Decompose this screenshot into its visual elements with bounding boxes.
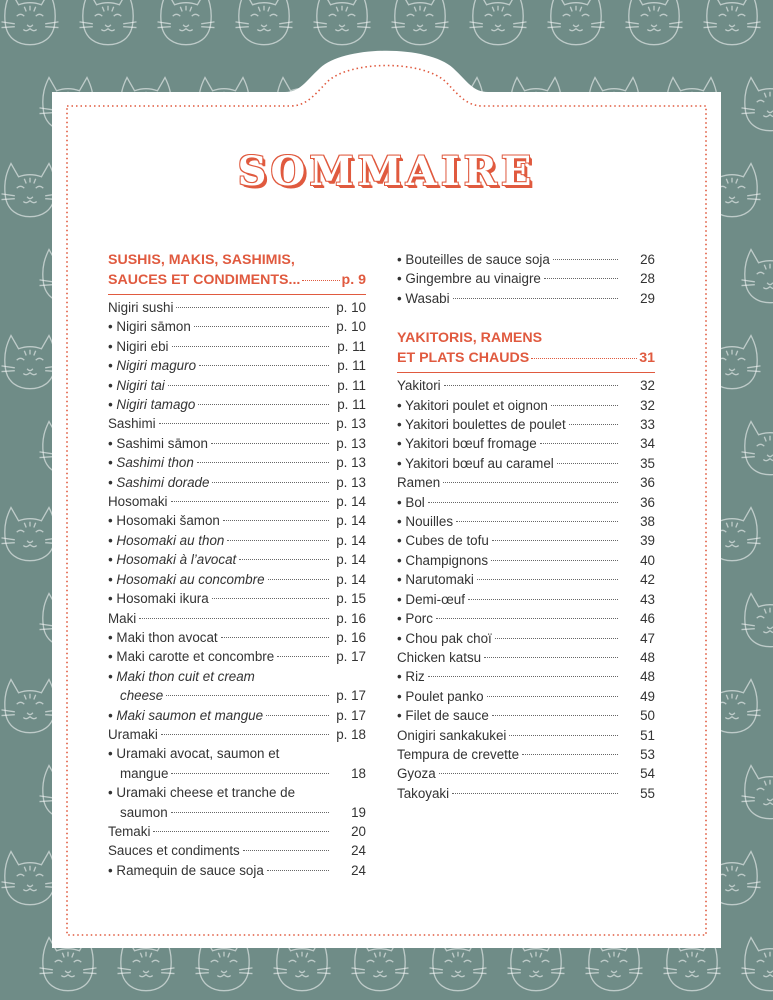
toc-page-number: p. 18 — [336, 726, 366, 742]
toc-page-number: 32 — [640, 397, 655, 413]
toc-entry-label: Hosomaki — [108, 494, 168, 510]
toc-page-number: p. 17 — [336, 649, 366, 665]
toc-page-number: p. 13 — [336, 435, 366, 451]
toc-page-number: 46 — [640, 611, 655, 627]
toc-entry-label: Nigiri sushi — [108, 300, 174, 315]
section-page-number: p. 9 — [341, 272, 366, 288]
toc-entry — [397, 454, 655, 473]
toc-entry — [108, 609, 366, 628]
toc-entry — [397, 706, 655, 725]
toc-entry-label: • Uramaki cheese et tranche de — [108, 785, 296, 801]
toc-entry-label: • Chou pak choï — [397, 630, 492, 646]
toc-entry-label: • Nigiri maguro — [108, 358, 197, 374]
toc-entry — [397, 687, 655, 706]
toc-entry-label: Tempura de crevette — [397, 746, 520, 762]
toc-entry-label: • Nigiri tai — [108, 377, 165, 393]
toc-left-column — [108, 250, 366, 880]
toc-entry-label: Maki — [108, 610, 137, 626]
toc-entry — [108, 531, 366, 550]
toc-entry — [108, 783, 366, 822]
toc-page-number: 29 — [640, 290, 655, 306]
toc-entry-label: • Yakitori boulettes de poulet — [397, 417, 566, 433]
toc-entry — [108, 395, 366, 414]
toc-entry — [108, 337, 366, 356]
toc-page-number: p. 11 — [337, 358, 366, 374]
toc-page-number: 55 — [640, 785, 655, 801]
toc-page-number: p. 17 — [336, 707, 366, 723]
toc-entry-label: • Nigiri sāmon — [108, 319, 191, 335]
toc-page-number: 20 — [351, 823, 366, 839]
toc-entry-label: Onigiri sankakukei — [397, 727, 507, 743]
toc-entry — [108, 647, 366, 666]
toc-page-number: 42 — [640, 572, 655, 588]
toc-entry — [108, 706, 366, 725]
toc-entry-label: • Hosomaki šamon — [108, 513, 220, 529]
toc-page-number: 48 — [640, 649, 655, 665]
toc-page-number: p. 16 — [336, 610, 366, 626]
section-heading-line2: ET PLATS CHAUDS — [397, 350, 530, 367]
toc-page-number: p. 16 — [336, 629, 366, 645]
toc-entry-label: Sashimi — [108, 416, 156, 432]
toc-entry-label: • Sashimi sāmon — [108, 435, 208, 451]
toc-entry-label: • Poulet panko — [397, 688, 484, 704]
toc-entry-label: • Bouteilles de sauce soja — [397, 252, 550, 267]
toc-entry — [108, 550, 366, 569]
toc-entry-label: • Maki carotte et concombre — [108, 649, 275, 665]
toc-page-number: 53 — [640, 746, 655, 762]
toc-entry-label: • Uramaki avocat, saumon et — [108, 746, 280, 762]
toc-entry-label: • Filet de sauce — [397, 708, 489, 724]
toc-entry — [397, 745, 655, 764]
toc-entry-label: • Maki thon avocat — [108, 629, 218, 645]
toc-entry-label: Takoyaki — [397, 785, 450, 801]
toc-page-number: 49 — [640, 688, 655, 704]
toc-entry — [108, 725, 366, 744]
toc-right-column — [397, 250, 655, 803]
toc-page-number: 28 — [640, 271, 655, 287]
toc-entry — [397, 396, 655, 415]
toc-entry — [397, 415, 655, 434]
toc-entry-label: • Maki thon cuit et cream — [108, 668, 255, 684]
toc-entry-label: • Porc — [397, 611, 433, 627]
section-heading-line1: SUSHIS, MAKIS, SASHIMIS, — [108, 252, 295, 268]
toc-page-number: 39 — [640, 533, 655, 549]
toc-entry-label: • Ramequin de sauce soja — [108, 862, 264, 878]
toc-entry — [397, 784, 655, 803]
toc-page-number: p. 11 — [337, 397, 366, 413]
toc-entry — [108, 570, 366, 589]
toc-page-number: p. 15 — [336, 591, 366, 607]
toc-list — [397, 376, 655, 803]
toc-entry-label-continued: saumon — [120, 804, 168, 820]
toc-page-number: 36 — [640, 494, 655, 510]
toc-page-number: 24 — [351, 862, 366, 878]
toc-entry-label: • Nigiri ebi — [108, 338, 169, 354]
toc-page-number: 34 — [640, 436, 655, 452]
toc-entry — [108, 492, 366, 511]
toc-entry-label: Chicken katsu — [397, 649, 482, 665]
toc-entry-label: Sauces et condiments — [108, 843, 240, 859]
toc-entry — [397, 473, 655, 492]
toc-page-number: 50 — [640, 708, 655, 724]
toc-entry-label: • Yakitori bœuf fromage — [397, 436, 537, 452]
toc-entry-label: • Demi-œuf — [397, 591, 465, 607]
toc-entry — [108, 744, 366, 783]
toc-page-number: 51 — [640, 727, 655, 743]
toc-entry — [397, 289, 655, 308]
toc-page-number: 24 — [351, 843, 366, 859]
toc-entry-label: Uramaki — [108, 726, 158, 742]
toc-page-number: 47 — [640, 630, 655, 646]
toc-list — [397, 250, 655, 308]
toc-entry-label-continued: cheese — [120, 688, 164, 704]
toc-page-number: 26 — [640, 252, 655, 267]
toc-entry — [108, 414, 366, 433]
toc-entry — [397, 648, 655, 667]
toc-entry-label: Ramen — [397, 475, 441, 491]
toc-entry-label: • Hosomaki ikura — [108, 591, 209, 607]
toc-entry-label: • Maki saumon et mangue — [108, 707, 264, 723]
toc-page-number: 48 — [640, 669, 655, 685]
toc-entry — [397, 667, 655, 686]
section-page-number: 31 — [639, 350, 655, 367]
toc-page-number: 36 — [640, 475, 655, 491]
toc-page-number: 40 — [640, 552, 655, 568]
toc-entry — [397, 434, 655, 453]
toc-entry-label: • Sashimi thon — [108, 455, 194, 471]
toc-entry — [108, 473, 366, 492]
toc-page-number: p. 11 — [337, 338, 366, 354]
toc-page-number: 33 — [640, 417, 655, 433]
toc-page-number: p. 14 — [336, 571, 366, 587]
toc-page-number: 19 — [351, 804, 366, 820]
toc-entry-label: • Yakitori poulet et oignon — [397, 397, 548, 413]
section-heading-line1: YAKITORIS, RAMENS — [397, 330, 543, 347]
toc-page-number: 38 — [640, 514, 655, 530]
toc-entry — [397, 726, 655, 745]
toc-entry — [108, 667, 366, 706]
toc-page-number: 32 — [640, 378, 655, 394]
toc-list — [108, 298, 366, 880]
toc-entry-label: • Gingembre au vinaigre — [397, 271, 541, 287]
toc-page-number: p. 10 — [336, 300, 366, 315]
section-heading — [108, 250, 366, 290]
toc-page-number: 54 — [640, 766, 655, 782]
toc-entry — [397, 590, 655, 609]
section-heading-line2: SAUCES ET CONDIMENTS... — [108, 272, 301, 288]
toc-page-number: p. 14 — [336, 513, 366, 529]
toc-entry — [108, 376, 366, 395]
toc-entry — [108, 861, 366, 880]
toc-entry-label: • Hosomaki au thon — [108, 532, 225, 548]
toc-entry-label: Temaki — [108, 823, 151, 839]
toc-entry — [397, 609, 655, 628]
toc-entry-label: Yakitori — [397, 378, 441, 394]
toc-entry — [397, 493, 655, 512]
toc-entry — [397, 551, 655, 570]
toc-entry — [108, 434, 366, 453]
toc-page-number: p. 14 — [336, 552, 366, 568]
toc-page-number: p. 14 — [336, 532, 366, 548]
toc-entry-label: • Narutomaki — [397, 572, 474, 588]
toc-entry-label: • Bol — [397, 494, 425, 510]
toc-entry-label: • Riz — [397, 669, 425, 685]
toc-entry — [108, 841, 366, 860]
toc-page-number: p. 13 — [336, 455, 366, 471]
page-title: SOMMAIRE — [237, 148, 536, 195]
toc-page-number: 43 — [640, 591, 655, 607]
toc-entry — [108, 822, 366, 841]
toc-entry — [108, 317, 366, 336]
toc-entry-label-continued: mangue — [120, 765, 169, 781]
toc-page-number: p. 17 — [336, 688, 366, 704]
toc-entry — [108, 298, 366, 317]
toc-entry-label: • Cubes de tofu — [397, 533, 489, 549]
toc-entry-label: • Hosomaki au concombre — [108, 571, 265, 587]
toc-entry — [108, 356, 366, 375]
toc-page-number: p. 10 — [336, 319, 366, 335]
toc-entry — [108, 511, 366, 530]
toc-page-number: p. 13 — [336, 474, 366, 490]
toc-page-number: p. 11 — [337, 377, 366, 393]
toc-entry — [108, 589, 366, 608]
toc-entry — [397, 512, 655, 531]
toc-entry-label: • Yakitori bœuf au caramel — [397, 455, 554, 471]
toc-entry — [108, 453, 366, 472]
toc-page-number: p. 13 — [336, 416, 366, 432]
section-heading — [397, 328, 655, 368]
toc-entry — [397, 570, 655, 589]
toc-entry — [397, 250, 655, 269]
toc-page-number: p. 14 — [336, 494, 366, 510]
toc-entry-label: • Nigiri tamago — [108, 397, 196, 413]
toc-entry-label: • Wasabi — [397, 290, 450, 306]
toc-entry — [397, 376, 655, 395]
toc-page-number: 18 — [351, 765, 366, 781]
toc-entry-label: • Sashimi dorade — [108, 474, 210, 490]
toc-entry-label: Gyoza — [397, 766, 436, 782]
toc-entry — [397, 531, 655, 550]
toc-entry — [397, 269, 655, 288]
toc-entry — [108, 628, 366, 647]
toc-entry-label: • Nouilles — [397, 514, 454, 530]
toc-entry — [397, 629, 655, 648]
toc-page-number: 35 — [640, 455, 655, 471]
toc-entry-label: • Champignons — [397, 552, 489, 568]
toc-entry-label: • Hosomaki à l’avocat — [108, 552, 237, 568]
toc-entry — [397, 764, 655, 783]
